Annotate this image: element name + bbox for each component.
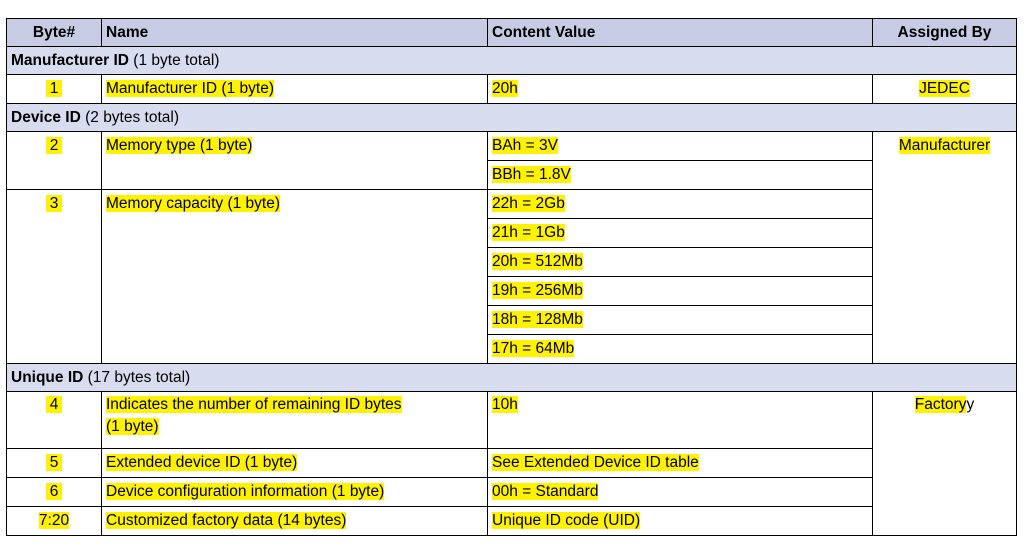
table-row xyxy=(7,132,1017,161)
section-total: (1 byte total) xyxy=(129,51,220,69)
table-row xyxy=(7,75,1017,104)
header-byte: Byte# xyxy=(7,19,102,47)
table-row xyxy=(7,478,1017,507)
section-manufacturer-id xyxy=(7,47,1017,75)
content-value: BAh = 3V xyxy=(492,137,558,154)
header-name: Name xyxy=(102,19,488,47)
section-total: (17 bytes total) xyxy=(83,368,191,386)
content-value: 19h = 256Mb xyxy=(492,282,583,299)
table-row xyxy=(7,449,1017,478)
byte-number: 7:20 xyxy=(38,512,70,529)
table-row xyxy=(7,392,1017,449)
byte-number: 2 xyxy=(46,137,63,154)
table-header-row xyxy=(7,19,1017,47)
section-title: Device ID xyxy=(11,108,81,126)
content-value: 00h = Standard xyxy=(492,483,599,500)
content-value: 10h xyxy=(492,396,518,413)
assigned-by: Factory xyxy=(914,396,967,413)
field-name: Memory capacity (1 byte) xyxy=(106,195,280,212)
byte-number: 4 xyxy=(46,396,63,413)
section-title: Manufacturer ID xyxy=(11,51,129,69)
content-value: 17h = 64Mb xyxy=(492,340,575,357)
byte-number: 6 xyxy=(46,483,63,500)
table-row xyxy=(7,190,1017,219)
section-unique-id xyxy=(7,364,1017,392)
table-row xyxy=(7,507,1017,536)
content-value: 20h = 512Mb xyxy=(492,253,583,270)
field-name: Memory type (1 byte) xyxy=(106,137,253,154)
byte-number: 3 xyxy=(46,195,63,212)
assigned-by: Manufacturer xyxy=(898,137,991,154)
device-id-table xyxy=(6,18,1017,536)
section-total: (2 bytes total) xyxy=(80,108,180,126)
section-device-id xyxy=(7,104,1017,132)
field-name: Extended device ID (1 byte) xyxy=(106,454,298,471)
content-value: Unique ID code (UID) xyxy=(492,512,641,529)
assigned-by: JEDEC xyxy=(919,80,970,97)
header-assigned-by: Assigned By xyxy=(873,19,1017,47)
header-content-value: Content Value xyxy=(488,19,873,47)
field-name: Manufacturer ID (1 byte) xyxy=(106,80,274,97)
field-name: Device configuration information (1 byte) xyxy=(106,483,385,500)
content-value: 21h = 1Gb xyxy=(492,224,565,241)
field-name: Customized factory data (14 bytes) xyxy=(106,512,347,529)
field-name-continued: (1 byte) xyxy=(106,418,159,435)
content-value: BBh = 1.8V xyxy=(492,166,571,183)
byte-number: 5 xyxy=(46,454,63,471)
content-value: 22h = 2Gb xyxy=(492,195,565,212)
content-value: 18h = 128Mb xyxy=(492,311,583,328)
content-value: See Extended Device ID table xyxy=(492,454,699,471)
section-title: Unique ID xyxy=(11,368,84,386)
assigned-by-suffix: y xyxy=(966,396,975,413)
byte-number: 1 xyxy=(46,80,63,97)
content-value: 20h xyxy=(492,80,518,97)
field-name: Indicates the number of remaining ID bytes xyxy=(106,396,402,413)
